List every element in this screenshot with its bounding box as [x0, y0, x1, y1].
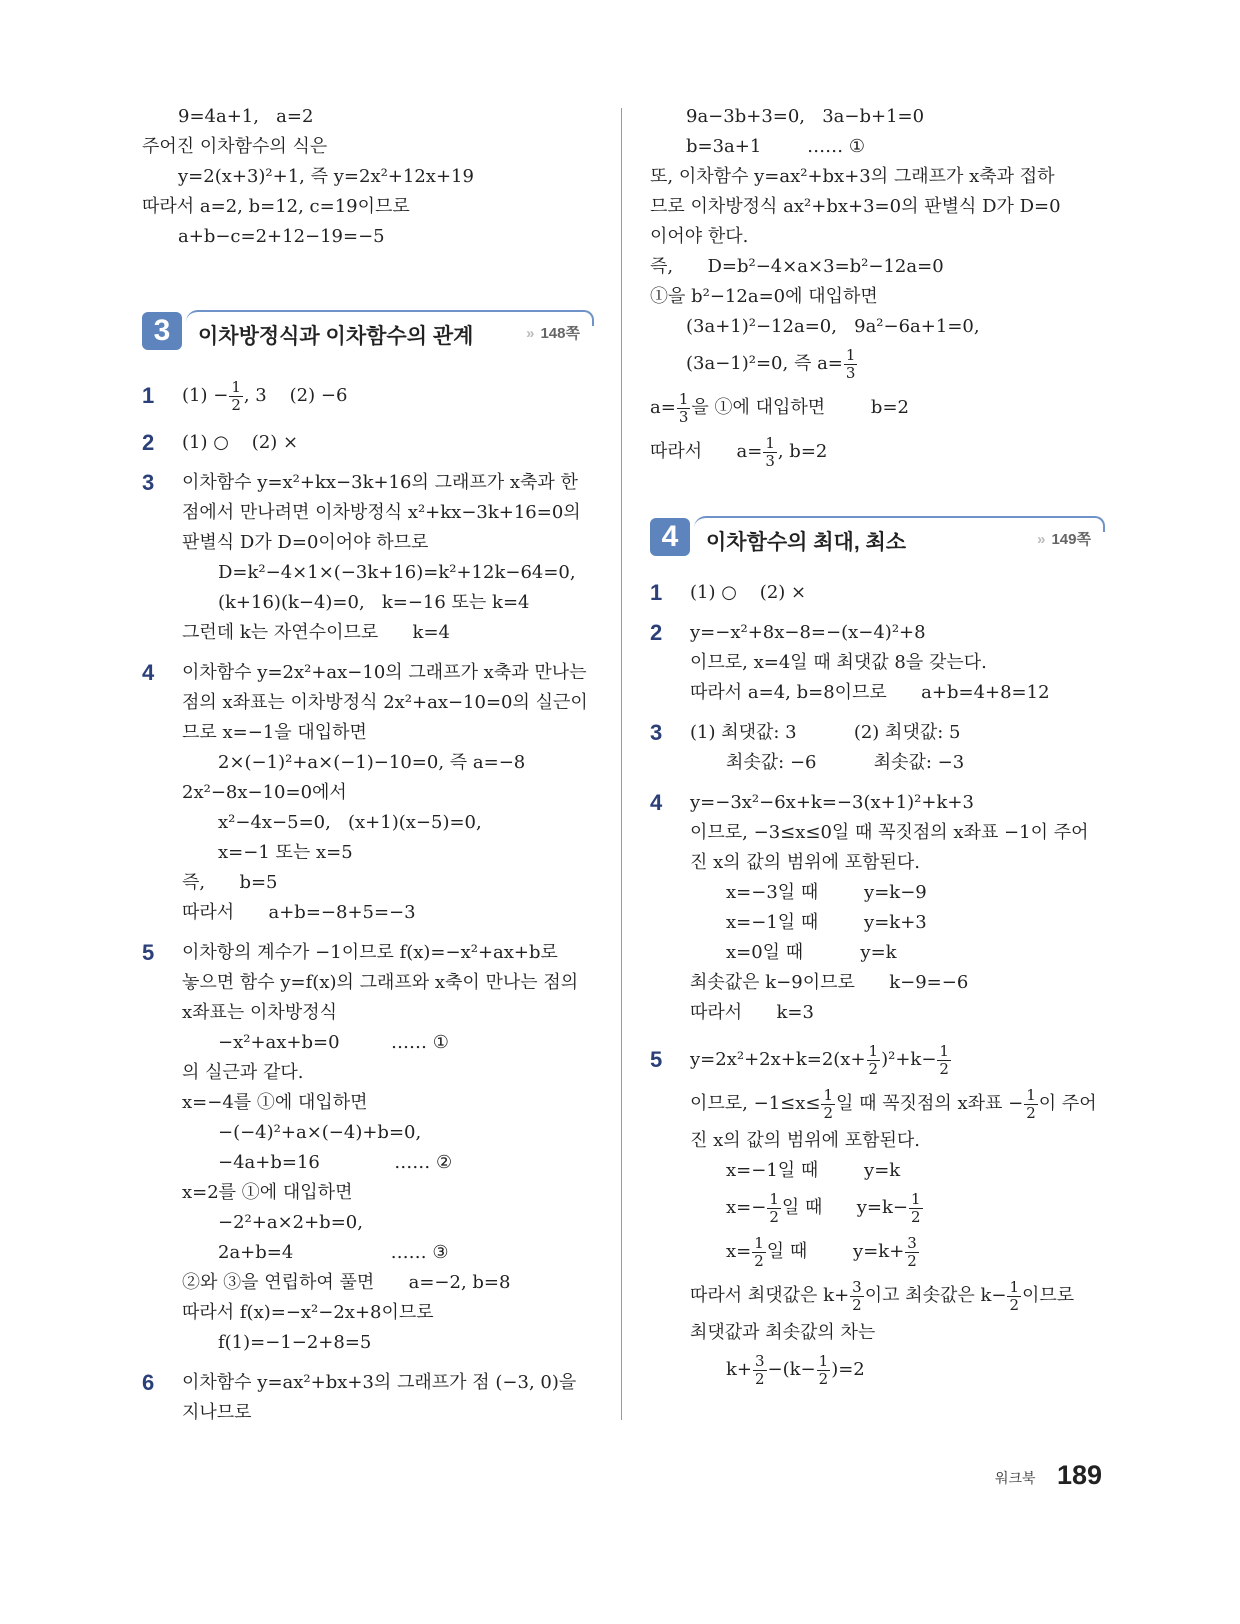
section-page-label: 149쪽	[1051, 531, 1091, 548]
text-segment: x=−4를 ①에 대입하면	[182, 1092, 368, 1113]
text-line	[142, 132, 594, 162]
text-segment: y=2x²+2x+k=2(x+	[690, 1049, 866, 1070]
fraction	[905, 1235, 919, 1270]
text-segment: −2²+a×2+b=0,	[218, 1212, 363, 1233]
section-number-badge: 4	[650, 518, 690, 556]
text-segment: 주어진 이차함수의 식은	[142, 136, 328, 157]
text-segment: (1) 최댓값: 3 (2) 최댓값: 5	[690, 722, 961, 743]
text-line	[182, 1268, 594, 1298]
problem-2	[650, 618, 1105, 708]
text-line	[182, 778, 594, 808]
text-segment: 이어야 한다.	[650, 226, 749, 247]
text-segment: 을 ①에 대입하면 b=2	[691, 397, 909, 418]
fraction-denominator: 2	[823, 1103, 834, 1122]
fraction-denominator: 2	[910, 1207, 921, 1226]
text-line	[182, 1368, 594, 1398]
problem-1	[650, 578, 1105, 608]
text-segment: 그런데 k는 자연수이므로 k=4	[182, 622, 451, 643]
problem-number: 1	[650, 580, 663, 605]
fraction-numerator: 1	[823, 1085, 834, 1104]
chevron-right-icon: »	[526, 325, 535, 342]
problem-5	[650, 1038, 1105, 1392]
text-line	[182, 528, 594, 558]
fraction-denominator: 2	[852, 1295, 862, 1314]
problem-number: 5	[650, 1047, 663, 1072]
text-segment: (1) −	[182, 385, 229, 406]
fraction-numerator: 1	[769, 1189, 779, 1208]
text-segment: b=3a+1 …… ①	[686, 136, 865, 157]
problem-number: 4	[142, 660, 155, 685]
text-line	[690, 1156, 1105, 1186]
fraction-numerator: 3	[755, 1351, 765, 1370]
text-line	[690, 748, 1105, 778]
text-segment: k+	[726, 1359, 752, 1380]
text-line	[650, 282, 1105, 312]
text-segment: y=−x²+8x−8=−(x−4)²+8	[690, 622, 926, 643]
text-segment: x=−1 또는 x=5	[218, 842, 353, 863]
problem-number: 3	[650, 720, 663, 745]
text-segment: (k+16)(k−4)=0, k=−16 또는 k=4	[218, 592, 530, 613]
text-line	[690, 618, 1105, 648]
text-segment: 최솟값은 k−9이므로 k−9=−6	[690, 972, 969, 993]
right-column	[650, 102, 1105, 1392]
text-segment: 따라서 k=3	[690, 1002, 814, 1023]
text-segment: 이 주어	[1038, 1093, 1097, 1114]
fraction	[850, 1279, 864, 1314]
text-segment: , 3 (2) −6	[243, 385, 348, 406]
problem-6	[142, 1368, 594, 1428]
fraction-numerator: 1	[910, 1189, 921, 1208]
text-line	[182, 618, 594, 648]
text-line	[690, 678, 1105, 708]
text-segment: −x²+ax+b=0 …… ①	[218, 1032, 449, 1053]
text-line	[182, 588, 594, 618]
fraction-numerator: 1	[754, 1233, 764, 1252]
section-page-ref	[1037, 528, 1091, 549]
fraction-numerator: 1	[1026, 1085, 1036, 1104]
text-segment: 따라서 f(x)=−x²−2x+8이므로	[182, 1302, 434, 1323]
text-line	[182, 1028, 594, 1058]
text-segment: x=−3일 때 y=k−9	[726, 882, 927, 903]
fraction-denominator: 3	[678, 407, 689, 426]
fraction	[677, 391, 691, 426]
text-segment: 따라서 a=4, b=8이므로 a+b=4+8=12	[690, 682, 1050, 703]
text-line	[650, 102, 1105, 132]
fraction-numerator: 1	[1009, 1277, 1020, 1296]
text-segment: (1) ○ (2) ×	[690, 582, 807, 603]
text-line	[182, 1088, 594, 1118]
fraction-denominator: 2	[907, 1251, 917, 1270]
page-number: 189	[1057, 1460, 1103, 1490]
section-page-label: 148쪽	[540, 325, 580, 342]
fraction-numerator: 3	[852, 1277, 862, 1296]
fraction-denominator: 2	[754, 1251, 764, 1270]
text-segment: −(k−	[767, 1359, 816, 1380]
text-line	[182, 498, 594, 528]
text-segment: 일 때 꼭짓점의 x좌표 −	[836, 1093, 1024, 1114]
text-line	[690, 1348, 1105, 1392]
text-segment: 이차함수 y=2x²+ax−10의 그래프가 x축과 만나는	[182, 662, 587, 683]
text-line	[690, 908, 1105, 938]
text-line	[182, 658, 594, 688]
problem-5	[142, 938, 594, 1358]
text-segment: −(−4)²+a×(−4)+b=0,	[218, 1122, 422, 1143]
text-segment: 점에서 만나려면 이차방정식 x²+kx−3k+16=0의	[182, 502, 581, 523]
text-segment: 이므로, x=4일 때 최댓값 8을 갖는다.	[690, 652, 987, 673]
fraction-numerator: 3	[907, 1233, 917, 1252]
text-segment: 진 x의 값의 범위에 포함된다.	[690, 1130, 921, 1151]
text-line	[182, 838, 594, 868]
text-segment: x²−4x−5=0, (x+1)(x−5)=0,	[218, 812, 482, 833]
text-line	[142, 162, 594, 192]
text-segment: 또, 이차함수 y=ax²+bx+3의 그래프가 x축과 접하	[650, 166, 1055, 187]
text-segment: 최솟값: −6 최솟값: −3	[726, 752, 965, 773]
text-segment: 일 때 y=k+	[766, 1241, 905, 1262]
fraction	[821, 1087, 835, 1122]
text-line	[182, 468, 594, 498]
text-segment: a=	[650, 397, 676, 418]
fraction-numerator: 1	[678, 389, 689, 408]
text-line	[690, 1186, 1105, 1230]
text-segment: 이고 최솟값은 k−	[864, 1285, 1007, 1306]
text-segment: y=2(x+3)²+1, 즉 y=2x²+12x+19	[178, 166, 474, 187]
fraction-numerator: 1	[939, 1041, 949, 1060]
fraction-denominator: 2	[1009, 1295, 1020, 1314]
section-header	[650, 516, 1105, 558]
problem-number: 2	[142, 430, 155, 455]
text-line	[650, 252, 1105, 282]
section-title: 이차함수의 최대, 최소	[706, 531, 907, 554]
fraction	[909, 1191, 923, 1226]
problem-2	[142, 428, 594, 458]
text-line	[690, 818, 1105, 848]
text-line	[650, 342, 1105, 386]
text-line	[142, 222, 594, 252]
text-segment: 의 실근과 같다.	[182, 1062, 304, 1083]
text-segment: a+b−c=2+12−19=−5	[178, 226, 385, 247]
fraction	[753, 1353, 767, 1388]
section-number-badge: 3	[142, 312, 182, 350]
fraction	[844, 347, 858, 382]
text-line	[690, 1082, 1105, 1126]
text-line	[182, 1058, 594, 1088]
text-segment: 따라서 a=2, b=12, c=19이므로	[142, 196, 410, 217]
text-line	[182, 1208, 594, 1238]
text-segment: (3a−1)²=0, 즉 a=	[686, 353, 843, 374]
fraction-numerator: 1	[765, 433, 775, 452]
text-line	[182, 1398, 594, 1428]
text-segment: 이차함수 y=x²+kx−3k+16의 그래프가 x축과 한	[182, 472, 578, 493]
text-line	[650, 222, 1105, 252]
text-line	[650, 132, 1105, 162]
text-segment: 이므로	[1022, 1285, 1075, 1306]
text-line	[650, 312, 1105, 342]
text-segment: 2x²−8x−10=0에서	[182, 782, 347, 803]
text-line	[690, 1230, 1105, 1274]
text-line	[690, 788, 1105, 818]
fraction-denominator: 2	[755, 1369, 765, 1388]
section-title: 이차방정식과 이차함수의 관계	[198, 325, 474, 348]
text-line	[182, 428, 594, 458]
problem-4	[650, 788, 1105, 1028]
column-divider	[621, 108, 622, 1420]
text-segment: (3a+1)²−12a=0, 9a²−6a+1=0,	[686, 316, 980, 337]
text-segment: 따라서 최댓값은 k+	[690, 1285, 850, 1306]
text-line	[690, 968, 1105, 998]
fraction-numerator: 1	[845, 345, 856, 364]
fraction	[752, 1235, 766, 1270]
problem-3	[650, 718, 1105, 778]
text-line	[690, 938, 1105, 968]
text-segment: x=−	[726, 1197, 767, 1218]
fraction-denominator: 3	[765, 451, 775, 470]
fraction-denominator: 2	[231, 395, 241, 414]
text-line	[182, 718, 594, 748]
problem-1	[142, 374, 594, 418]
text-line	[182, 968, 594, 998]
text-segment: x=	[726, 1241, 752, 1262]
text-line	[182, 1118, 594, 1148]
text-segment: y=−3x²−6x+k=−3(x+1)²+k+3	[690, 792, 974, 813]
fraction	[867, 1043, 881, 1078]
text-segment: 이차항의 계수가 −1이므로 f(x)=−x²+ax+b로	[182, 942, 558, 963]
text-line	[182, 688, 594, 718]
text-segment: x좌표는 이차방정식	[182, 1002, 337, 1023]
text-line	[650, 192, 1105, 222]
text-segment: 이므로, −1≤x≤	[690, 1093, 821, 1114]
text-segment: 2a+b=4 …… ③	[218, 1242, 449, 1263]
fraction-denominator: 2	[769, 1207, 779, 1226]
problem-number: 2	[650, 620, 663, 645]
text-segment: 9a−3b+3=0, 3a−b+1=0	[686, 106, 925, 127]
text-line	[650, 386, 1105, 430]
text-line	[142, 102, 594, 132]
text-line	[690, 998, 1105, 1028]
text-segment: (1) ○ (2) ×	[182, 432, 299, 453]
problem-3	[142, 468, 594, 648]
left-column	[142, 102, 594, 1428]
problem-number: 4	[650, 790, 663, 815]
fraction-numerator: 1	[818, 1351, 829, 1370]
text-line	[182, 558, 594, 588]
section-page-ref	[526, 322, 580, 343]
fraction	[763, 435, 777, 470]
text-segment: )²+k−	[881, 1049, 937, 1070]
text-line	[142, 192, 594, 222]
text-line	[182, 998, 594, 1028]
text-segment: 즉, D=b²−4×a×3=b²−12a=0	[650, 256, 944, 277]
fraction-denominator: 2	[868, 1059, 879, 1078]
text-line	[182, 1178, 594, 1208]
text-line	[690, 1274, 1105, 1318]
text-segment: 즉, b=5	[182, 872, 278, 893]
text-line	[690, 1318, 1105, 1348]
text-line	[182, 898, 594, 928]
text-line	[690, 718, 1105, 748]
text-segment: 따라서 a+b=−8+5=−3	[182, 902, 416, 923]
fraction	[1024, 1087, 1038, 1122]
fraction	[229, 379, 243, 414]
text-line	[690, 1038, 1105, 1082]
text-line	[650, 162, 1105, 192]
text-line	[182, 374, 594, 418]
text-line	[182, 1328, 594, 1358]
fraction	[1007, 1279, 1021, 1314]
fraction-denominator: 2	[1026, 1103, 1036, 1122]
text-segment: 일 때 y=k−	[781, 1197, 908, 1218]
text-segment: , b=2	[777, 441, 828, 462]
text-line	[182, 868, 594, 898]
text-segment: 최댓값과 최솟값의 차는	[690, 1322, 876, 1343]
text-line	[690, 878, 1105, 908]
text-line	[650, 430, 1105, 474]
text-segment: ②와 ③을 연립하여 풀면 a=−2, b=8	[182, 1272, 511, 1293]
text-segment: 진 x의 값의 범위에 포함된다.	[690, 852, 921, 873]
text-segment: −4a+b=16 …… ②	[218, 1152, 453, 1173]
problem-number: 1	[142, 383, 155, 408]
text-segment: ①을 b²−12a=0에 대입하면	[650, 286, 878, 307]
text-line	[690, 1126, 1105, 1156]
text-line	[182, 1148, 594, 1178]
fraction-denominator: 3	[845, 363, 856, 382]
text-segment: 지나므로	[182, 1402, 252, 1423]
text-segment: 따라서 a=	[650, 441, 763, 462]
section-header	[142, 310, 594, 352]
text-segment: 므로 x=−1을 대입하면	[182, 722, 367, 743]
text-line	[182, 1238, 594, 1268]
text-segment: x=−1일 때 y=k+3	[726, 912, 927, 933]
fraction-denominator: 2	[939, 1059, 949, 1078]
text-line	[182, 748, 594, 778]
fraction	[937, 1043, 951, 1078]
chevron-right-icon: »	[1037, 531, 1046, 548]
problem-4	[142, 658, 594, 928]
fraction-numerator: 1	[868, 1041, 879, 1060]
text-segment: 이차함수 y=ax²+bx+3의 그래프가 점 (−3, 0)을	[182, 1372, 577, 1393]
text-segment: x=−1일 때 y=k	[726, 1160, 901, 1181]
text-segment: 판별식 D가 D=0이어야 하므로	[182, 532, 429, 553]
text-segment: 이므로, −3≤x≤0일 때 꼭짓점의 x좌표 −1이 주어	[690, 822, 1089, 843]
text-segment: 놓으면 함수 y=f(x)의 그래프와 x축이 만나는 점의	[182, 972, 579, 993]
fraction-denominator: 2	[818, 1369, 829, 1388]
text-line	[182, 1298, 594, 1328]
text-line	[182, 808, 594, 838]
text-segment: 2×(−1)²+a×(−1)−10=0, 즉 a=−8	[218, 752, 526, 773]
text-segment: D=k²−4×1×(−3k+16)=k²+12k−64=0,	[218, 562, 576, 583]
text-line	[690, 648, 1105, 678]
fraction-numerator: 1	[231, 377, 241, 396]
problem-number: 3	[142, 470, 155, 495]
problem-number: 5	[142, 940, 155, 965]
text-line	[690, 848, 1105, 878]
text-segment: f(1)=−1−2+8=5	[218, 1332, 372, 1353]
text-line	[690, 578, 1105, 608]
fraction	[817, 1353, 831, 1388]
text-segment: )=2	[831, 1359, 865, 1380]
text-segment: x=0일 때 y=k	[726, 942, 897, 963]
footer-label: 워크북	[995, 1470, 1036, 1486]
fraction	[767, 1191, 781, 1226]
problem-number: 6	[142, 1370, 155, 1395]
text-line	[182, 938, 594, 968]
text-segment: 점의 x좌표는 이차방정식 2x²+ax−10=0의 실근이	[182, 692, 588, 713]
text-segment: x=2를 ①에 대입하면	[182, 1182, 353, 1203]
text-segment: 므로 이차방정식 ax²+bx+3=0의 판별식 D가 D=0	[650, 196, 1061, 217]
text-segment: 9=4a+1, a=2	[178, 106, 314, 127]
